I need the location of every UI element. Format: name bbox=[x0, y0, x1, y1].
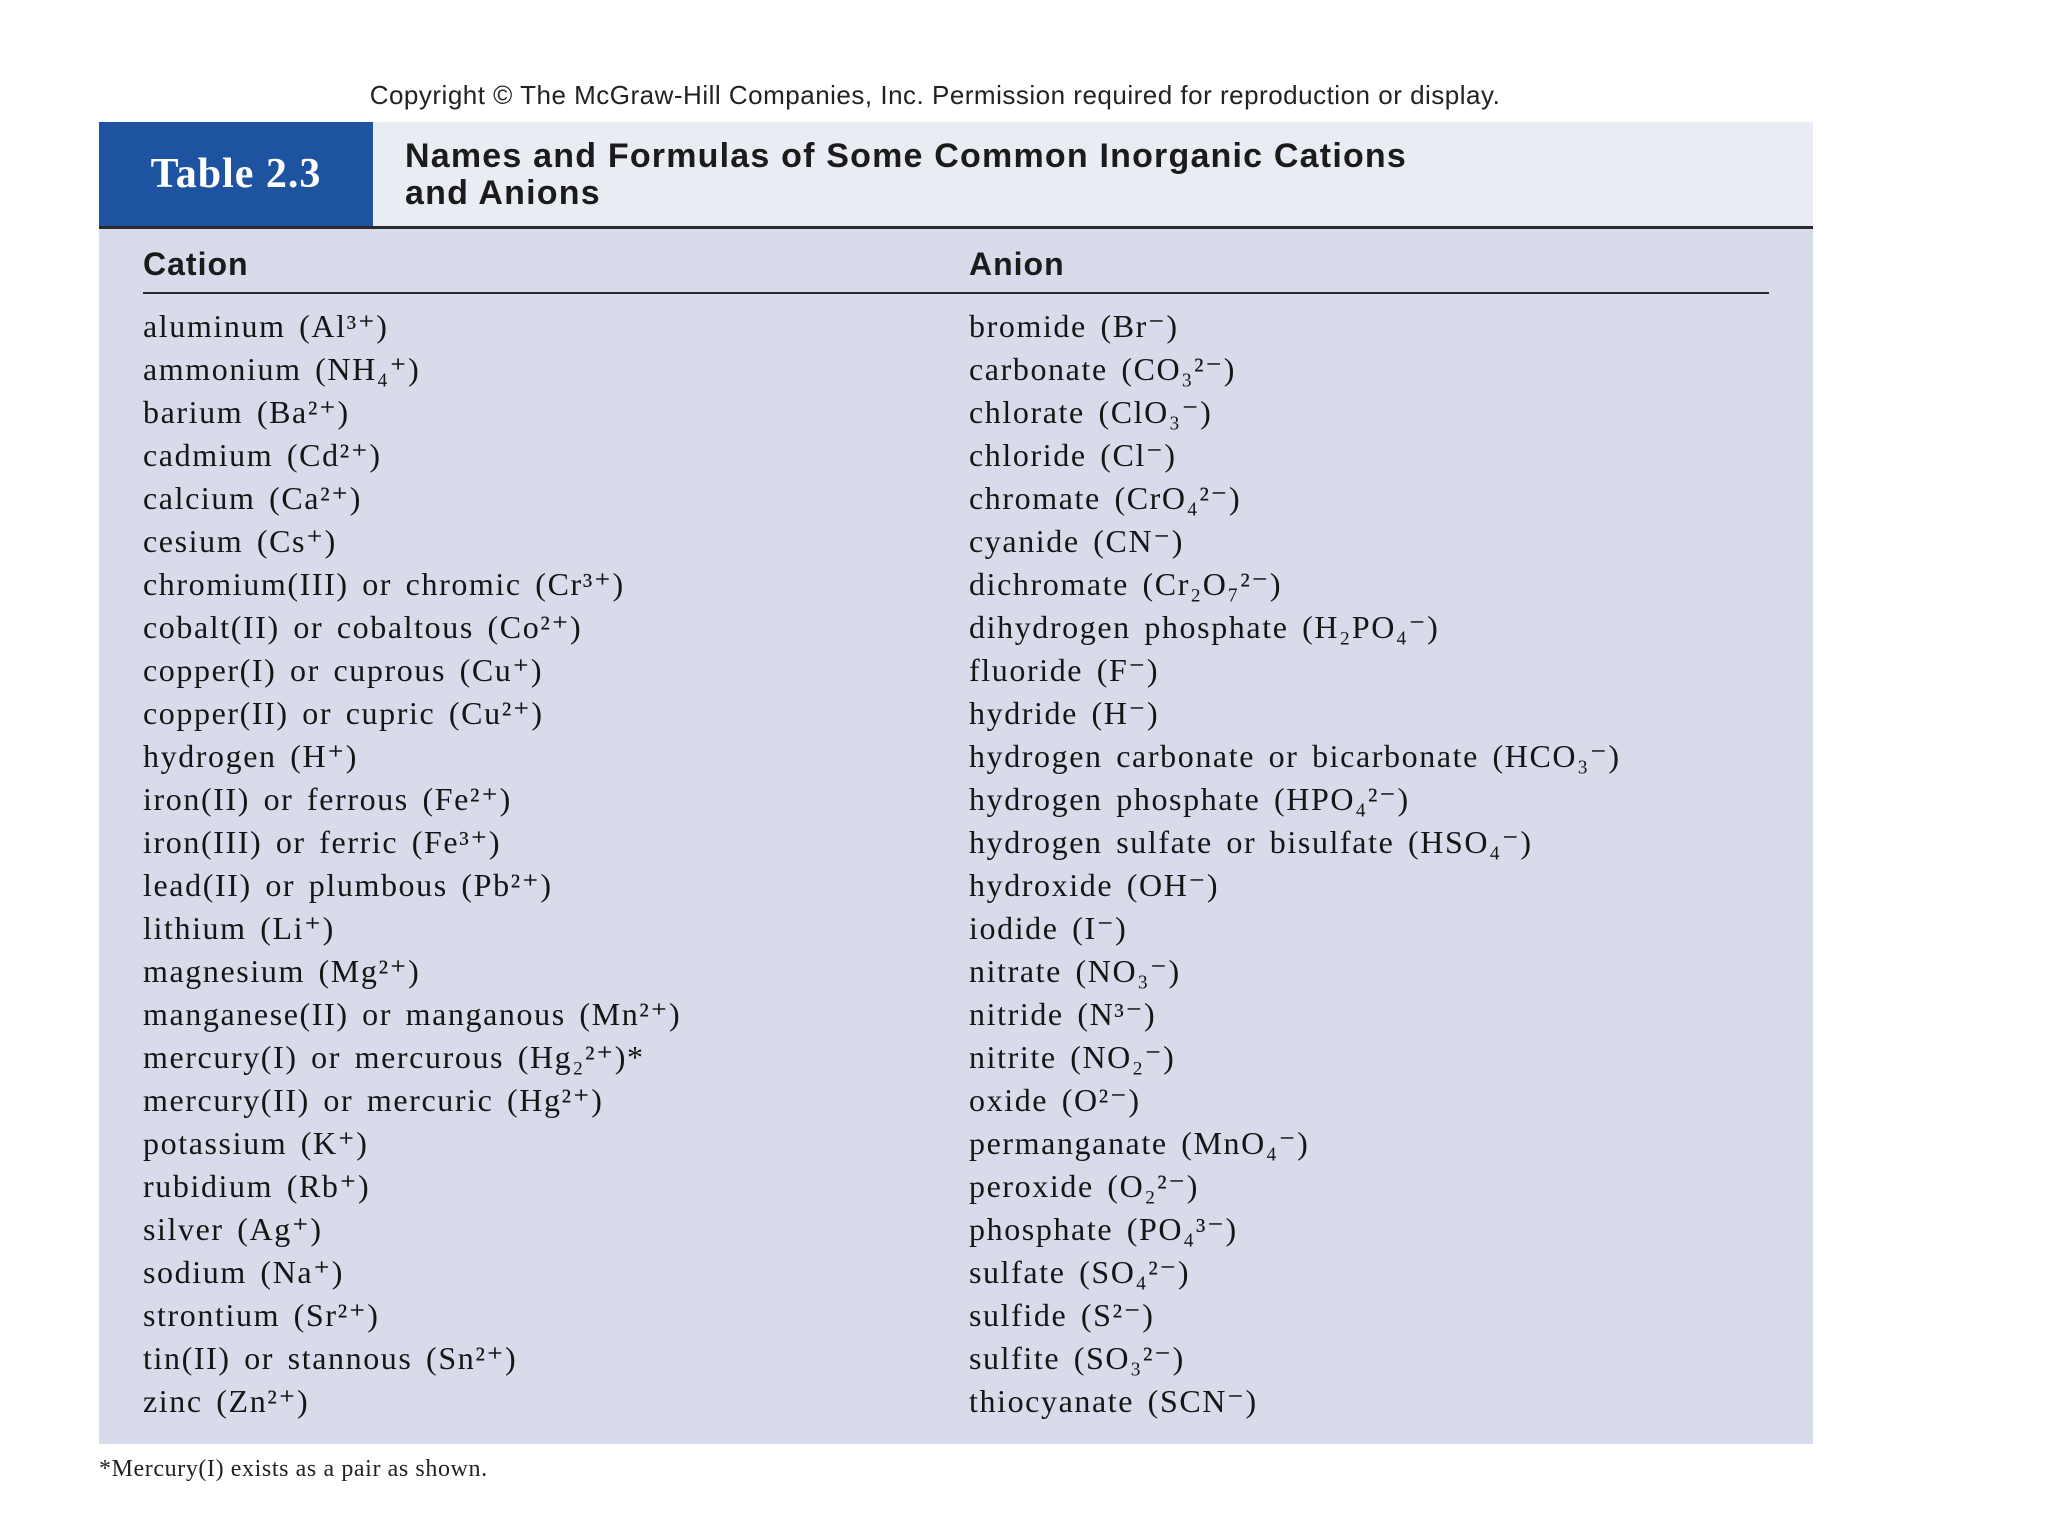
anion-entry: sulfide (S²⁻) bbox=[969, 1297, 1155, 1333]
anion-entry: dichromate (Cr₂O₇²⁻) bbox=[969, 566, 1283, 602]
cation-entry: copper(II) or cupric (Cu²⁺) bbox=[143, 695, 544, 731]
table-footnote: *Mercury(I) exists as a pair as shown. bbox=[99, 1456, 488, 1482]
cation-entry: chromium(III) or chromic (Cr³⁺) bbox=[143, 566, 625, 602]
cation-entry: sodium (Na⁺) bbox=[143, 1254, 344, 1290]
cation-entry: lithium (Li⁺) bbox=[143, 910, 335, 946]
cation-entry: silver (Ag⁺) bbox=[143, 1211, 323, 1247]
anion-list bbox=[969, 305, 1621, 1423]
anion-column-header: Anion bbox=[969, 246, 1065, 282]
anion-entry: peroxide (O₂²⁻) bbox=[969, 1168, 1200, 1204]
anion-entry: thiocyanate (SCN⁻) bbox=[969, 1383, 1258, 1419]
anion-entry: fluoride (F⁻) bbox=[969, 652, 1160, 688]
column-header-rule bbox=[143, 292, 1769, 294]
cation-entry: aluminum (Al³⁺) bbox=[143, 308, 389, 344]
anion-entry: chlorate (ClO₃⁻) bbox=[969, 394, 1213, 430]
cation-entry: iron(II) or ferrous (Fe²⁺) bbox=[143, 781, 512, 817]
anion-entry: nitrite (NO₂⁻) bbox=[969, 1039, 1176, 1075]
anion-entry: permanganate (MnO₄⁻) bbox=[969, 1125, 1310, 1161]
anion-entry: nitride (N³⁻) bbox=[969, 996, 1157, 1032]
anion-entry: bromide (Br⁻) bbox=[969, 308, 1179, 344]
cation-entry: mercury(I) or mercurous (Hg₂²⁺)* bbox=[143, 1039, 645, 1075]
table-title-line-1: Names and Formulas of Some Common Inorganic Cations bbox=[405, 137, 1408, 175]
table-title bbox=[405, 138, 1745, 212]
cation-entry: cesium (Cs⁺) bbox=[143, 523, 337, 559]
cation-entry: copper(I) or cuprous (Cu⁺) bbox=[143, 652, 544, 688]
ion-table bbox=[99, 122, 1813, 1444]
anion-entry: dihydrogen phosphate (H₂PO₄⁻) bbox=[969, 609, 1440, 645]
anion-entry: iodide (I⁻) bbox=[969, 910, 1128, 946]
table-title-line-2: and Anions bbox=[405, 174, 601, 212]
cation-list bbox=[143, 305, 681, 1423]
cation-entry: tin(II) or stannous (Sn²⁺) bbox=[143, 1340, 518, 1376]
anion-entry: sulfate (SO₄²⁻) bbox=[969, 1254, 1191, 1290]
anion-entry: sulfite (SO₃²⁻) bbox=[969, 1340, 1185, 1376]
cation-entry: strontium (Sr²⁺) bbox=[143, 1297, 380, 1333]
cation-entry: cadmium (Cd²⁺) bbox=[143, 437, 382, 473]
cation-entry: ammonium (NH₄⁺) bbox=[143, 351, 421, 387]
cation-entry: cobalt(II) or cobaltous (Co²⁺) bbox=[143, 609, 583, 645]
anion-entry: hydrogen carbonate or bicarbonate (HCO₃⁻) bbox=[969, 738, 1621, 774]
cation-entry: lead(II) or plumbous (Pb²⁺) bbox=[143, 867, 553, 903]
cation-entry: rubidium (Rb⁺) bbox=[143, 1168, 371, 1204]
cation-entry: potassium (K⁺) bbox=[143, 1125, 369, 1161]
anion-entry: cyanide (CN⁻) bbox=[969, 523, 1184, 559]
anion-entry: chromate (CrO₄²⁻) bbox=[969, 480, 1242, 516]
anion-entry: hydride (H⁻) bbox=[969, 695, 1160, 731]
cation-entry: iron(III) or ferric (Fe³⁺) bbox=[143, 824, 502, 860]
anion-entry: hydrogen phosphate (HPO₄²⁻) bbox=[969, 781, 1410, 817]
anion-entry: carbonate (CO₃²⁻) bbox=[969, 351, 1236, 387]
cation-entry: calcium (Ca²⁺) bbox=[143, 480, 363, 516]
anion-entry: oxide (O²⁻) bbox=[969, 1082, 1141, 1118]
table-number-label: Table 2.3 bbox=[99, 122, 373, 226]
anion-entry: hydroxide (OH⁻) bbox=[969, 867, 1220, 903]
anion-entry: phosphate (PO₄³⁻) bbox=[969, 1211, 1238, 1247]
copyright-notice: Copyright © The McGraw-Hill Companies, Inc. Permission required for reproduction or display. bbox=[369, 80, 1501, 110]
anion-entry: hydrogen sulfate or bisulfate (HSO₄⁻) bbox=[969, 824, 1533, 860]
cation-column-header: Cation bbox=[143, 246, 249, 282]
cation-entry: magnesium (Mg²⁺) bbox=[143, 953, 421, 989]
anion-entry: chloride (Cl⁻) bbox=[969, 437, 1177, 473]
cation-entry: barium (Ba²⁺) bbox=[143, 394, 350, 430]
cation-entry: manganese(II) or manganous (Mn²⁺) bbox=[143, 996, 682, 1032]
table-header bbox=[99, 122, 1813, 229]
cation-entry: zinc (Zn²⁺) bbox=[143, 1383, 310, 1419]
cation-entry: mercury(II) or mercuric (Hg²⁺) bbox=[143, 1082, 604, 1118]
anion-entry: nitrate (NO₃⁻) bbox=[969, 953, 1181, 989]
cation-entry: hydrogen (H⁺) bbox=[143, 738, 358, 774]
